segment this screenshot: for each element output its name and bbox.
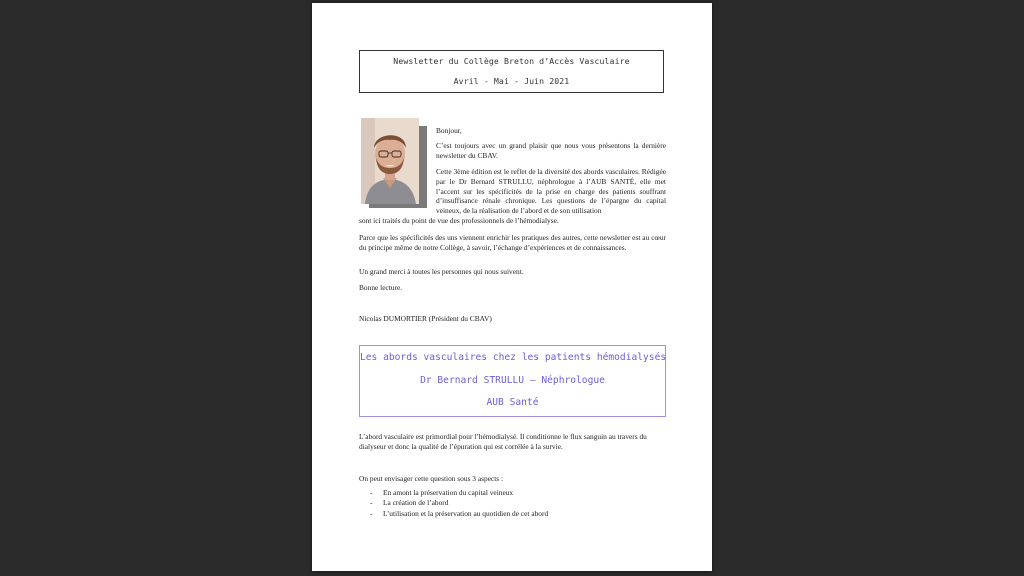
list-item-text: La création de l’abord	[383, 498, 449, 508]
bullet-dash: -	[370, 488, 373, 497]
body-paragraph-2: On peut envisager cette question sous 3 aspects :	[359, 474, 504, 483]
portrait-illustration	[361, 118, 419, 204]
newsletter-header-box	[359, 50, 664, 93]
intro-paragraph-1: C’est toujours avec un grand plaisir que nous vous présentons la dernière newsletter du CBAV.	[436, 141, 666, 160]
portrait-image	[361, 118, 419, 204]
intro-paragraph-2-end: sont ici traités du point de vue des professionnels de l’hémodialyse.	[359, 216, 559, 225]
newsletter-period: Avril - Mai - Juin 2021	[453, 76, 570, 86]
list-item	[370, 509, 548, 519]
body-paragraph-1: L’abord vasculaire est primordial pour l’hémodialysé. Il conditionne le flux sanguin au travers du dialyseur et donc la qualité de l’épuration qui est corrélée à la survie.	[359, 432, 647, 451]
author-photo	[361, 118, 427, 208]
newsletter-title: Newsletter du Collège Breton d’Accès Vasculaire	[393, 56, 630, 66]
article-affiliation: AUB Santé	[486, 397, 539, 408]
list-item-text: L’utilisation et la préservation au quotidien de cet abord	[383, 508, 549, 518]
signature: Nicolas DUMORTIER (Président du CBAV)	[359, 314, 492, 323]
bullet-dash: -	[370, 508, 373, 518]
aspects-list	[370, 488, 548, 519]
article-author: Dr Bernard STRULLU – Néphrologue	[420, 375, 605, 386]
intro-paragraph-3: Parce que les spécificités des uns viennent enrichir les pratiques des autres, cette newsletter est au cœur du principe même de notre Collège, à savoir, l’échange d’expériences et de connaissances.	[359, 233, 666, 252]
greeting: Bonjour,	[436, 126, 462, 135]
document-page	[312, 3, 712, 571]
intro-paragraph-2: Cette 3ème édition est le reflet de la diversité des abords vasculaires. Rédigée par le Dr Bernard STRULLU, néphrologue à l’AUB SANTÉ, elle met l’accent sur les spécificités de la prise en charge des patients souffrant d’insuffisance rénale chronique. Les questions de l’épargne du capital veineux, de la réalisation de l’abord et de son utilisation	[436, 167, 666, 216]
article-title: Les abords vasculaires chez les patients hémodialysés	[360, 352, 667, 363]
list-item	[370, 498, 548, 508]
article-title-box	[359, 345, 666, 417]
list-item-text: En amont la préservation du capital veineux	[383, 488, 514, 497]
intro-paragraph-4: Un grand merci à toutes les personnes qui nous suivent.	[359, 267, 524, 276]
closing-line: Bonne lecture.	[359, 283, 403, 292]
bullet-dash: -	[370, 498, 373, 508]
list-item	[370, 488, 548, 498]
